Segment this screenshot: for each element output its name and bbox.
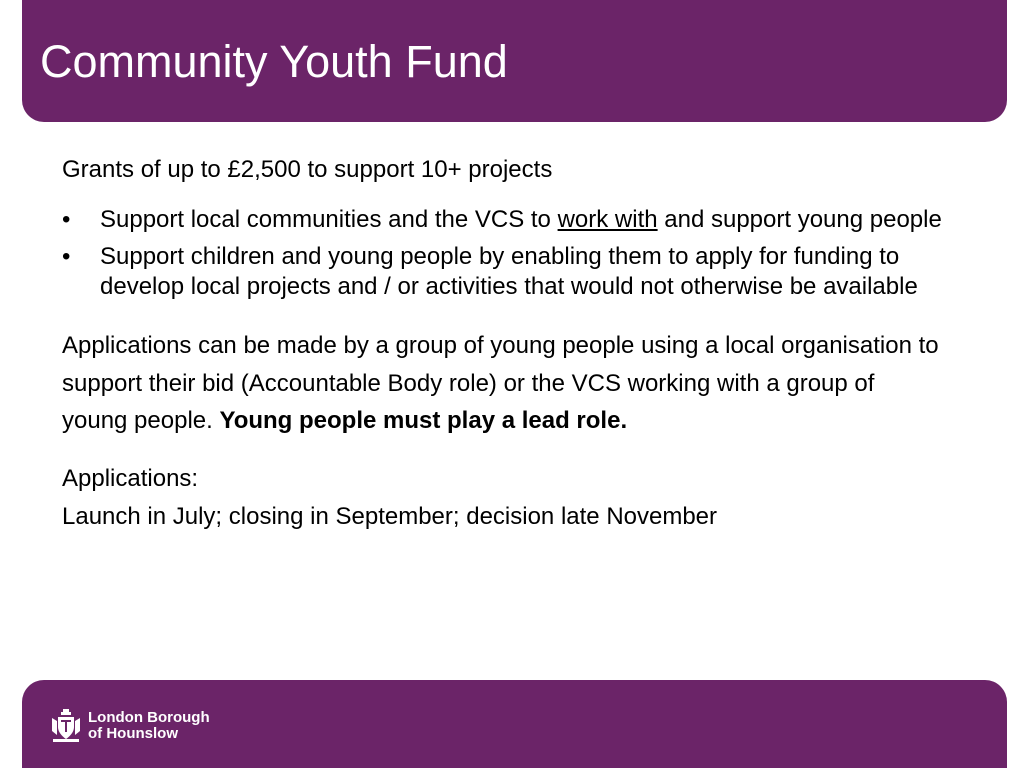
applications-paragraph (62, 327, 942, 441)
logo-line-1: London Borough (88, 708, 210, 726)
bullet-item-funding (62, 242, 942, 303)
paragraph-text: Applications can be made by a group of young people using a local organisation to support their bid (Accountable Body role) or the VCS working with a group of young people. (62, 331, 939, 435)
bullet-list (62, 205, 942, 302)
bullet-text: Support children and young people by enabling them to apply for funding to develop local projects and / or activities that would not otherwise be available (100, 242, 918, 301)
slide-title: Community Youth Fund (40, 36, 508, 87)
timeline-text: Launch in July; closing in September; decision late November (62, 502, 718, 530)
bullet-marker: • (62, 242, 71, 270)
emphasis-text: Young people must play a lead role. (219, 407, 628, 435)
applications-timeline (62, 460, 942, 534)
borough-crest-icon (50, 708, 82, 744)
intro-text: Grants of up to £2,500 to support 10+ projects (62, 156, 553, 183)
applications-heading: Applications: (62, 465, 199, 493)
bullet-marker: • (62, 206, 71, 234)
logo-line-2: of Hounslow (88, 725, 178, 742)
bullet-text-start: Support local communities and the VCS to (100, 206, 558, 234)
bullet-item-work-with (62, 205, 942, 235)
borough-logo (50, 708, 210, 744)
borough-name (88, 710, 210, 742)
slide-body (62, 154, 942, 535)
underlined-phrase: work with (557, 206, 658, 234)
bullet-text-end: and support young people (657, 206, 942, 234)
